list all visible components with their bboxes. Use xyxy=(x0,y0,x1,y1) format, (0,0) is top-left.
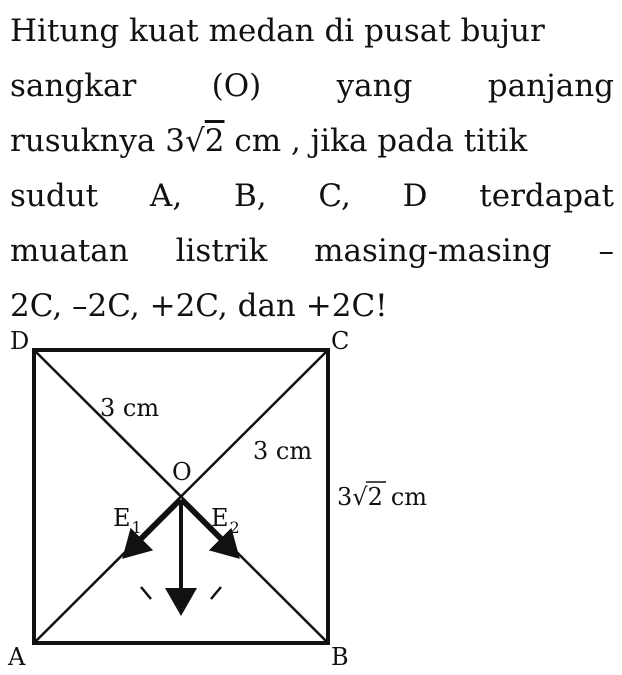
vertex-label-b: B xyxy=(331,643,349,671)
side-length-root: 2 xyxy=(367,483,383,511)
vertex-label-c: C xyxy=(331,327,350,355)
vertex-label-d: D xyxy=(10,327,30,355)
side-length-coef: 3 xyxy=(337,483,353,511)
question-line-6: 2C, –2C, +2C, dan +2C! xyxy=(10,288,388,324)
field-label-e1 xyxy=(113,504,142,537)
diagonal-length-label-left: 3 cm xyxy=(100,394,160,422)
question-line-4: sudut A, B, C, D terdapat xyxy=(10,178,614,214)
sqrt-symbol: √ xyxy=(184,123,205,159)
vertex-label-a: A xyxy=(8,643,26,671)
side-length-unit: cm xyxy=(390,483,428,511)
side-length-radical: √ xyxy=(352,483,368,511)
side-length-label xyxy=(337,483,427,511)
field-label-e2-sub: 2 xyxy=(229,518,240,537)
field-label-e1-main: E xyxy=(113,504,131,532)
question-line-2: sangkar (O) yang panjang xyxy=(10,68,614,104)
diagonal-length-label-right: 3 cm xyxy=(253,437,313,465)
dash-left xyxy=(141,587,151,599)
question-line-3-root: 2 xyxy=(204,123,225,159)
field-label-e2-main: E xyxy=(211,504,229,532)
dash-right xyxy=(211,587,221,599)
question-line-5: muatan listrik masing-masing – xyxy=(10,233,614,269)
question-line-1: Hitung kuat medan di pusat bujur xyxy=(10,13,545,49)
vertex-label-o: O xyxy=(172,458,192,486)
question-line-3-start: rusuknya 3 xyxy=(10,123,185,159)
field-label-e1-sub: 1 xyxy=(131,518,142,537)
question-line-3-end: cm , jika pada titik xyxy=(224,123,528,159)
